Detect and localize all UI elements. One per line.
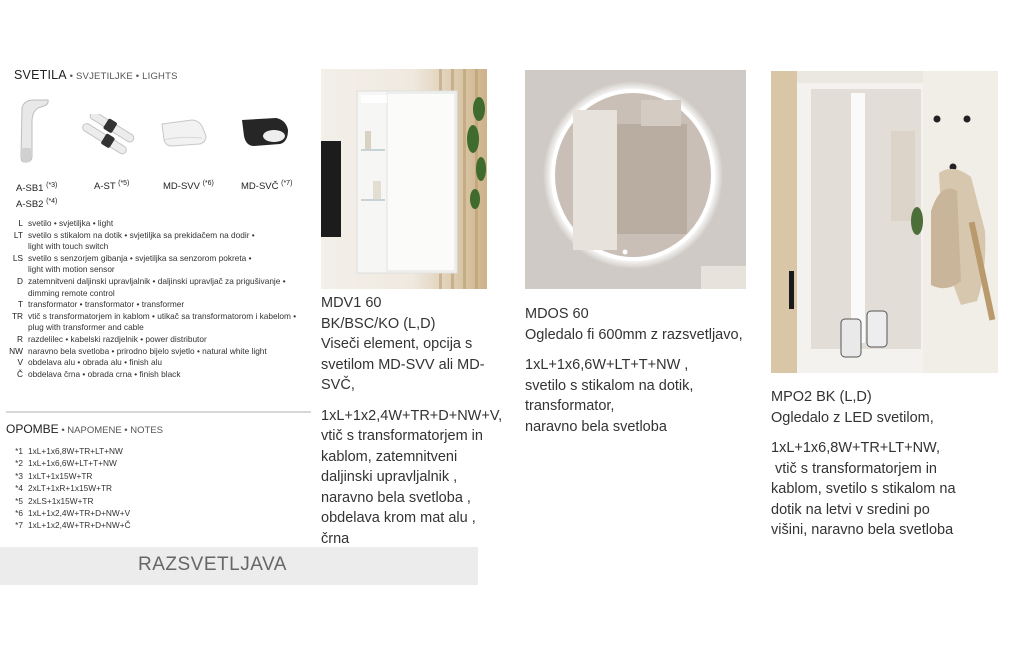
abbreviation-legend xyxy=(6,218,311,380)
category-badge-label: RAZSVETLJAVA xyxy=(138,554,287,575)
note-row: *3 1xLT+1x15W+TR xyxy=(15,470,93,481)
tube-lamp-image xyxy=(80,114,136,156)
product-title: MDOS 60 xyxy=(525,306,589,322)
note-row: *4 2xLT+1xR+1x15W+TR xyxy=(15,483,113,494)
note-row: *1 1xL+1x6,8W+TR+LT+NW xyxy=(15,446,123,456)
wall-lamp-image xyxy=(16,98,52,166)
catalog-panel xyxy=(0,48,312,553)
notes-list xyxy=(6,445,311,532)
product-photo-cabinet xyxy=(321,69,487,289)
product-variant: BK/BSC/KO (L,D) xyxy=(321,315,436,332)
product-photo-round-mirror xyxy=(525,70,746,289)
product-title: MPO2 BK (L,D) xyxy=(771,389,872,405)
legend-row: dimming remote control xyxy=(28,287,115,298)
legend-row: LS svetilo s senzorjem gibanja • svjetiljka sa senzorom pokreta • xyxy=(12,252,252,263)
section-divider xyxy=(6,411,311,413)
lamp-label-md-svv: MD-SVV $^{(*6)}$ xyxy=(163,180,214,193)
white-wedge-lamp-image xyxy=(158,118,208,148)
legend-row: light with touch switch xyxy=(28,241,109,252)
notes-heading-sub: • NAPOMENE • NOTES xyxy=(58,425,163,436)
legend-row: V obdelava alu • obrada alu • finish alu xyxy=(17,357,163,368)
legend-row: TR vtič s transformatorjem in kablom • utikač sa transformatorom i kabelom • xyxy=(11,310,297,321)
lamp-label-a-sb: A-SB1 $^{(*3)}$ A-SB2 $^{(*4)}$ xyxy=(16,182,58,211)
product-description-mdv1: MDV1 60 BK/BSC/KO (L,D) Viseči element, opcija s svetilom MD-SVV ali MD- SVČ, 1xL+1x2,4W+TR+D+NW+V, vtič s transformatorjem in kablom, zatemnitveni daljinski upravljalnik , naravno bela svetloba , obdelava krom mat alu , črna xyxy=(321,295,503,547)
legend-row: L svetilo • svjetiljka • light xyxy=(18,218,114,228)
notes-heading-main: OPOMBE xyxy=(6,422,59,436)
product-photo-mirror-towel xyxy=(771,71,998,373)
legend-row: light with motion sensor xyxy=(28,264,115,275)
legend-row: T transformator • transformator • transformer xyxy=(17,299,185,310)
legend-row: plug with transformer and cable xyxy=(28,322,144,333)
lights-heading xyxy=(14,68,178,82)
note-row: *6 1xL+1x2,4W+TR+D+NW+V xyxy=(15,508,131,519)
note-row: *7 1xL+1x2,4W+TR+D+NW+Č xyxy=(15,520,131,531)
lamp-label-a-st: A-ST $^{(*5)}$ xyxy=(94,180,130,193)
product-description-mpo2: MPO2 BK (L,D) Ogledalo z LED svetilom, 1xL+1x6,8W+TR+LT+NW, vtič s transformatorjem in kablom, svetilo s stikalom na dotik na letvi v sredini po višini, naravno bela svetloba xyxy=(771,389,956,538)
legend-row: Č obdelava črna • obrada crna • finish black xyxy=(17,368,181,379)
product-title: MDV1 60 xyxy=(321,295,382,311)
note-row: *5 2xLS+1x15W+TR xyxy=(15,495,94,506)
product-description-mdos: MDOS 60 Ogledalo fi 600mm z razsvetljavo, 1xL+1x6,6W+LT+T+NW , svetilo s stikalom na dotik, transformator, naravno bela svetloba xyxy=(525,306,743,435)
note-row: *2 1xL+1x6,6W+LT+T+NW xyxy=(15,458,117,469)
lights-heading-sub: • SVJETILJKE • LIGHTS xyxy=(66,71,178,82)
legend-row: LT svetilo s stikalom na dotik • svjetiljka sa prekidačem na dodir • xyxy=(13,229,255,240)
black-wedge-lamp-image xyxy=(240,116,290,148)
notes-heading xyxy=(6,422,163,436)
legend-row: R razdelilec • kabelski razdjelnik • power distributor xyxy=(17,333,207,344)
legend-row: NW naravno bela svetloba • prirodno bijelo svjetlo • natural white light xyxy=(9,345,267,356)
category-badge xyxy=(0,547,478,585)
lamp-label-md-svc: MD-SVČ $^{(*7)}$ xyxy=(241,180,293,193)
legend-row: D zatemnitveni daljinski upravljalnik • daljinski upravljač za prigušivanje • xyxy=(17,275,286,286)
lights-heading-main: SVETILA xyxy=(14,68,67,82)
